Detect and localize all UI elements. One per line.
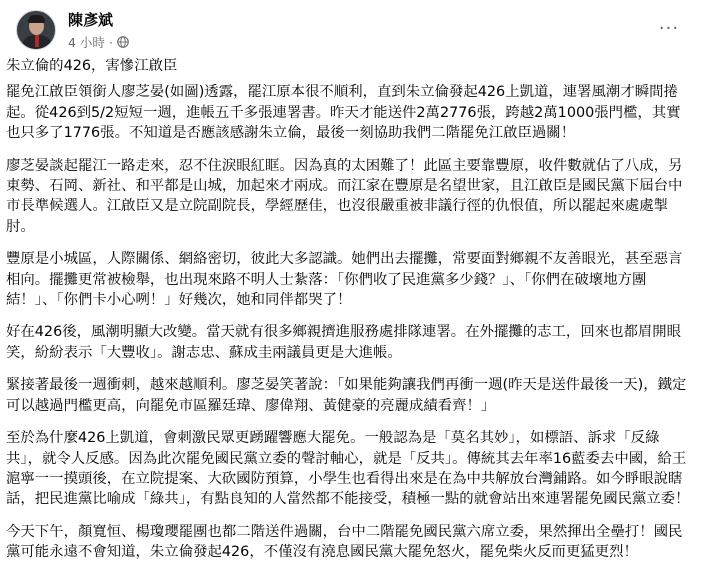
post-content (6, 56, 691, 575)
post-paragraph: 至於為什麼426上凱道，會刺激民眾更踴躍響應大罷免。一般認為是「莫名其妙」，如標語、訴求「反綠共」，就令人反感。因為此次罷免國民黨立委的聲討軸心，就是「反共」。傳統其去年率16藍委去中國，給王滬寧一一摸頭後，在立院提案、大砍國防預算，小學生也看得出來是在為中共解放台灣鋪路。如今睜眼說瞎話，把民進黨比喻成「綠共」，有點良知的人當然都不能接受，積極一點的就會站出來連署罷免國民黨立委！ (6, 430, 690, 508)
avatar[interactable] (16, 10, 56, 50)
post-paragraph: 緊接著最後一週衝刺，越來越順利。廖芝晏笑著說：「如果能夠讓我們再衝一週(昨天是送件最後一天)，鐵定可以越過門檻更高，向罷免市區羅廷瑋、廖偉翔、黃健豪的亮麗成績看齊！」 (6, 377, 687, 414)
post-paragraph: 罷免江啟臣領銜人廖芝晏(如圖)透露，罷江原本很不順利，直到朱立倫發起426上凱道，連署風潮才瞬間捲起。從426到5/2短短一週，進帳五千多張連署書。昨天才能送件2萬2776張，跨越2萬1000張門檻，其實也只多了1776張。不知道是否應該感謝朱立倫，最後一刻協助我們二階罷免江啟臣過關！ (6, 84, 681, 142)
post-paragraph: 好在426後，風潮明顯大改變。當天就有很多鄉親擠進服務處排隊連署。在外擺攤的志工，回來也都眉開眼笑，紛紛表示「大豐收」。謝志忠、蘇成圭兩議員更是大進帳。 (6, 324, 682, 361)
meta-separator: · (108, 34, 113, 50)
author-name[interactable]: 陳彥斌 (68, 11, 114, 29)
post-paragraph: 豐原是小城區，人際關係、網絡密切，彼此大多認識。她們出去擺攤，常要面對鄉親不友善眼光，甚至惡言相向。擺攤更常被檢舉，也出現來路不明人士紮落：「你們收了民進黨多少錢？」、「你們在破壞地方團結！」、「你們卡小心咧！」好幾次，她和同伴都哭了！ (6, 251, 683, 309)
post-header (6, 0, 705, 56)
avatar-hair (28, 15, 45, 23)
post-paragraph: 今天下午，顏寬恒、楊瓊瓔罷團也都二階送件過關，台中二階罷免國民黨六席立委，果然揮出全壘打！國民黨可能永遠不會知道，朱立倫發起426，不僅沒有澆息國民黨大罷免怒火，罷免柴火反而更猛更烈！ (6, 523, 683, 561)
post-time[interactable]: 4 小時 (68, 35, 105, 50)
post-paragraph-title: 朱立倫的426，害慘江啟臣 (6, 58, 178, 74)
more-options-button[interactable]: ··· (658, 17, 680, 39)
globe-icon[interactable] (117, 36, 129, 48)
post-meta (68, 33, 129, 51)
avatar-tie (35, 35, 39, 47)
post-paragraph: 廖芝晏談起罷江一路走來，忍不住淚眼紅眶。因為真的太困難了！此區主要靠豐原，收件數就佔了八成，另東勢、石岡、新社、和平都是山城，加起來才兩成。而江家在豐原是名望世家，且江啟臣是國民黨下屆台中市長準候選人。江啟臣又是立院副院長，學經歷佳，也沒很嚴重被非議行徑的仇恨值，所以罷起來處處掣肘。 (6, 157, 683, 235)
